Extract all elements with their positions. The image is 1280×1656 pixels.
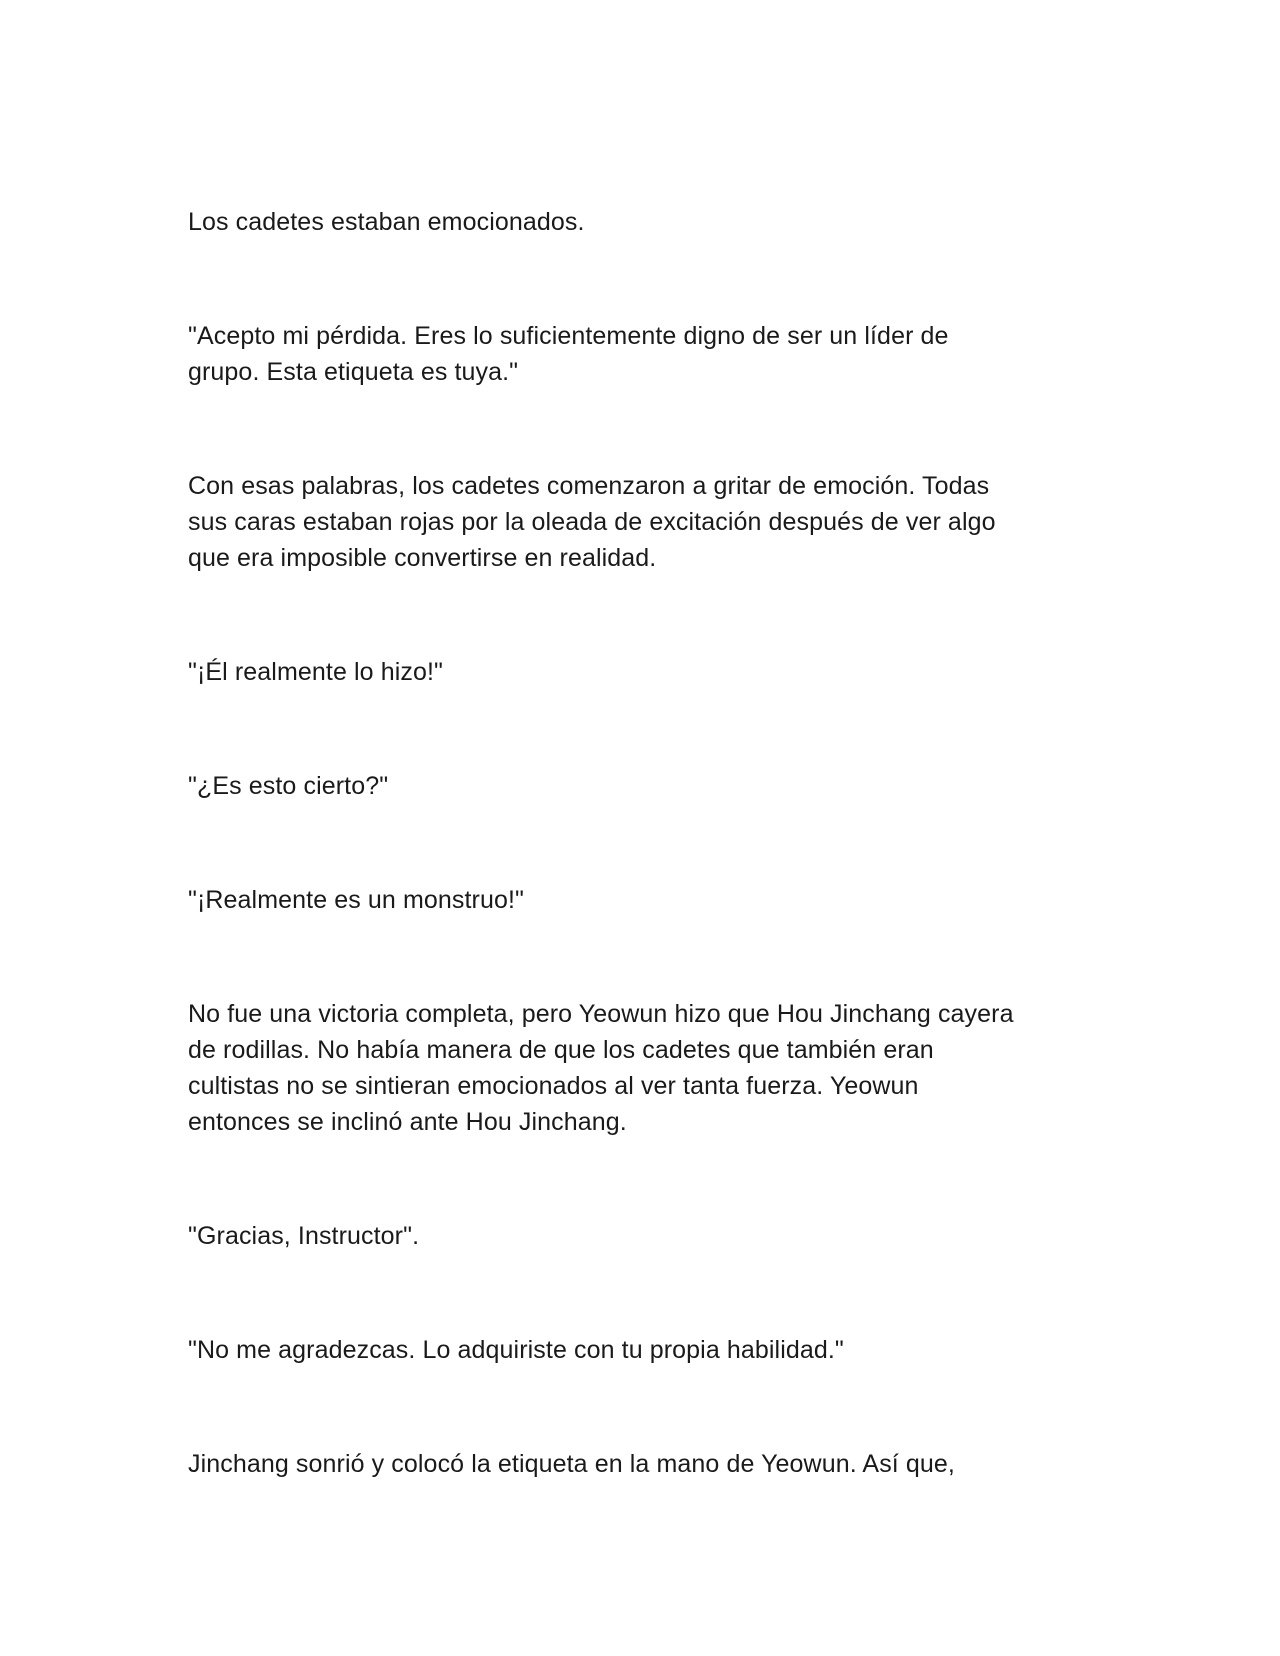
paragraph: "Acepto mi pérdida. Eres lo suficientemente digno de ser un líder de grupo. Esta etiqueta es tuya." (188, 322, 949, 386)
paragraph: "¿Es esto cierto?" (188, 772, 389, 800)
paragraph: "No me agradezcas. Lo adquiriste con tu propia habilidad." (188, 1336, 844, 1364)
paragraph: No fue una victoria completa, pero Yeowun hizo que Hou Jinchang cayera de rodillas. No había manera de que los cadetes que también eran cultistas no se sintieran emocionados al ver tanta fuerza. Yeowun entonces se inclinó ante Hou Jinchang. (188, 1000, 1014, 1136)
document-body (188, 204, 1088, 1482)
paragraph: "Gracias, Instructor". (188, 1222, 420, 1250)
paragraph: Jinchang sonrió y colocó la etiqueta en la mano de Yeowun. Así que, (188, 1450, 955, 1478)
paragraph: "¡Realmente es un monstruo!" (188, 886, 524, 914)
paragraph: "¡Él realmente lo hizo!" (188, 658, 443, 686)
paragraph: Con esas palabras, los cadetes comenzaron a gritar de emoción. Todas sus caras estaban rojas por la oleada de excitación después de ver algo que era imposible convertirse en realidad. (188, 472, 996, 572)
paragraph: Los cadetes estaban emocionados. (188, 208, 585, 236)
